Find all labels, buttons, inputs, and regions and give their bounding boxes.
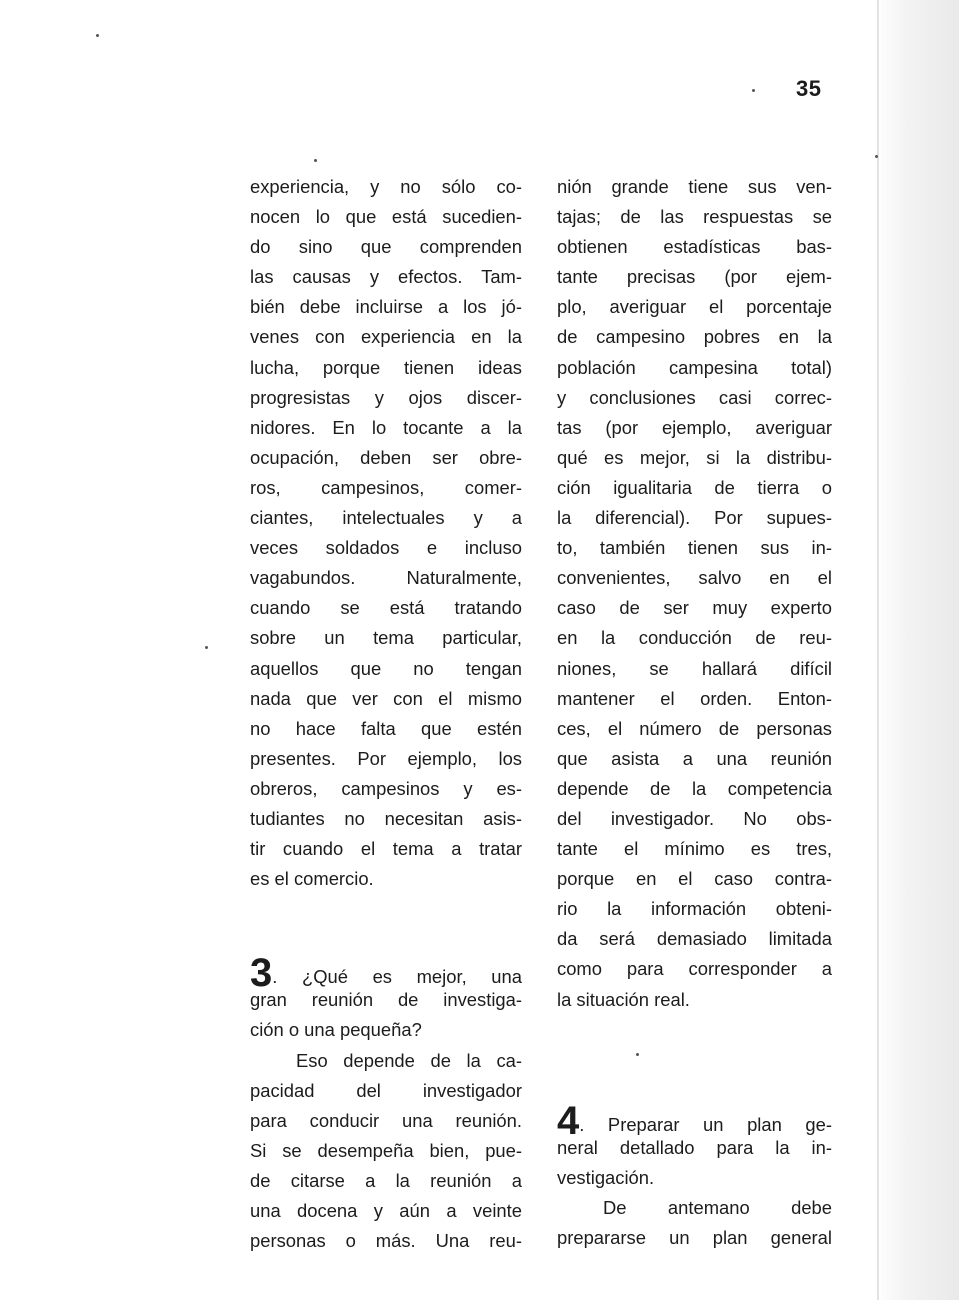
section-4-heading-line: neral detallado para la in- (557, 1136, 832, 1158)
text-line: ces, el número de personas (557, 717, 832, 739)
text-line: caso de ser muy experto (557, 597, 832, 619)
text-line: nión grande tiene sus ven- (557, 176, 832, 197)
text-line: ciantes, intelectuales y a (250, 507, 522, 529)
text-line: las causas y efectos. Tam- (250, 266, 522, 288)
text-line: ción igualitaria de tierra o (557, 476, 832, 498)
text-line: una docena y aún a veinte (250, 1200, 522, 1221)
text-line: obtienen estadísticas bas- (557, 236, 832, 258)
text-line: experiencia, y no sólo co- (250, 176, 522, 197)
text-line: en la conducción de reu- (557, 627, 832, 649)
text-line: qué es mejor, si la distribu- (557, 446, 832, 468)
text-line: aquellos que no tengan (250, 657, 522, 679)
text-line: que asista a una reunión (557, 747, 832, 769)
text-line: convenientes, salvo en el (557, 567, 832, 589)
text-line: cuando se está tratando (250, 597, 522, 619)
text-line: no hace falta que estén (250, 717, 522, 739)
text-line: tudiantes no necesitan asis- (250, 807, 522, 829)
text-line: Eso depende de la ca- (296, 1049, 522, 1071)
scan-speck (875, 155, 878, 158)
text-line: progresistas y ojos discer- (250, 386, 522, 408)
text-line: porque en el caso contra- (557, 868, 832, 890)
text-line: ros, campesinos, comer- (250, 476, 522, 498)
section-3-heading-line: ción o una pequeña? (250, 1019, 422, 1041)
left-paragraph-continued (250, 172, 522, 894)
text-line: de campesino pobres en la (557, 326, 832, 348)
scan-speck (96, 34, 99, 37)
text-line: como para corresponder a (557, 958, 832, 980)
text-line: mantener el orden. Enton- (557, 687, 832, 709)
scan-speck (752, 89, 755, 92)
scan-speck (636, 1053, 639, 1056)
scan-speck (314, 159, 317, 162)
text-line: depende de la competencia (557, 777, 832, 799)
text-line: do sino que comprenden (250, 236, 522, 258)
text-line: rio la información obteni- (557, 898, 832, 920)
text-line: niones, se hallará difícil (557, 657, 832, 679)
text-line: tas (por ejemplo, averiguar (557, 416, 832, 438)
text-line: personas o más. Una reu- (250, 1230, 522, 1252)
text-line: De antemano debe (603, 1196, 832, 1218)
right-paragraph-continued (557, 172, 832, 1015)
text-line: nidores. En lo tocante a la (250, 416, 522, 438)
text-line: Si se desempeña bien, pue- (250, 1139, 522, 1161)
text-line: ocupación, deben ser obre- (250, 446, 522, 468)
text-line: vagabundos. Naturalmente, (250, 567, 522, 589)
text-line: población campesina total) (557, 356, 832, 378)
text-line: presentes. Por ejemplo, los (250, 747, 522, 769)
text-line: bién debe incluirse a los jó- (250, 296, 522, 318)
text-line: de citarse a la reunión a (250, 1169, 522, 1191)
section-3 (250, 951, 522, 1256)
text-line: pacidad del investigador (250, 1079, 522, 1101)
section-3-heading (250, 951, 522, 996)
section-4 (557, 1098, 832, 1253)
section-4-heading-line: vestigación. (557, 1166, 655, 1188)
section-3-heading-text: . ¿Qué es mejor, una (272, 966, 522, 988)
text-line: del investigador. No obs- (557, 807, 832, 829)
text-line: obreros, campesinos y es- (250, 777, 522, 799)
text-line: para conducir una reunión. (250, 1109, 522, 1131)
page-right-edge-shadow (877, 0, 959, 1300)
text-line: nocen lo que está sucedien- (250, 206, 522, 228)
text-line: y conclusiones casi correc- (557, 386, 832, 408)
page-number: 35 (796, 76, 822, 101)
text-line: tante el mínimo es tres, (557, 838, 832, 860)
right-column (557, 172, 832, 1253)
text-line: tir cuando el tema a tratar (250, 838, 522, 860)
section-spacer (250, 894, 522, 955)
scan-speck (205, 646, 208, 649)
text-line: la situación real. (557, 988, 690, 1010)
section-4-heading (557, 1098, 832, 1143)
section-4-number: 4 (557, 1098, 580, 1143)
text-line: la diferencial). Por supues- (557, 507, 832, 529)
text-line: nada que ver con el mismo (250, 687, 522, 709)
text-line: tajas; de las respuestas se (557, 206, 832, 228)
text-line: veces soldados e incluso (250, 537, 522, 559)
text-line: plo, averiguar el porcentaje (557, 296, 832, 318)
text-line: sobre un tema particular, (250, 627, 522, 649)
text-line: venes con experiencia en la (250, 326, 522, 348)
section-4-heading-text: . Preparar un plan ge- (579, 1113, 832, 1135)
left-column (250, 172, 522, 1256)
text-line: es el comercio. (250, 868, 374, 890)
section-3-heading-line: gran reunión de investiga- (250, 989, 522, 1011)
text-line: to, también tienen sus in- (557, 537, 832, 559)
section-3-number: 3 (250, 951, 273, 996)
text-line: lucha, porque tienen ideas (250, 356, 522, 378)
text-line: da será demasiado limitada (557, 928, 832, 950)
section-spacer (557, 1015, 832, 1103)
text-line: prepararse un plan general (557, 1227, 832, 1248)
text-line: tante precisas (por ejem- (557, 266, 832, 288)
